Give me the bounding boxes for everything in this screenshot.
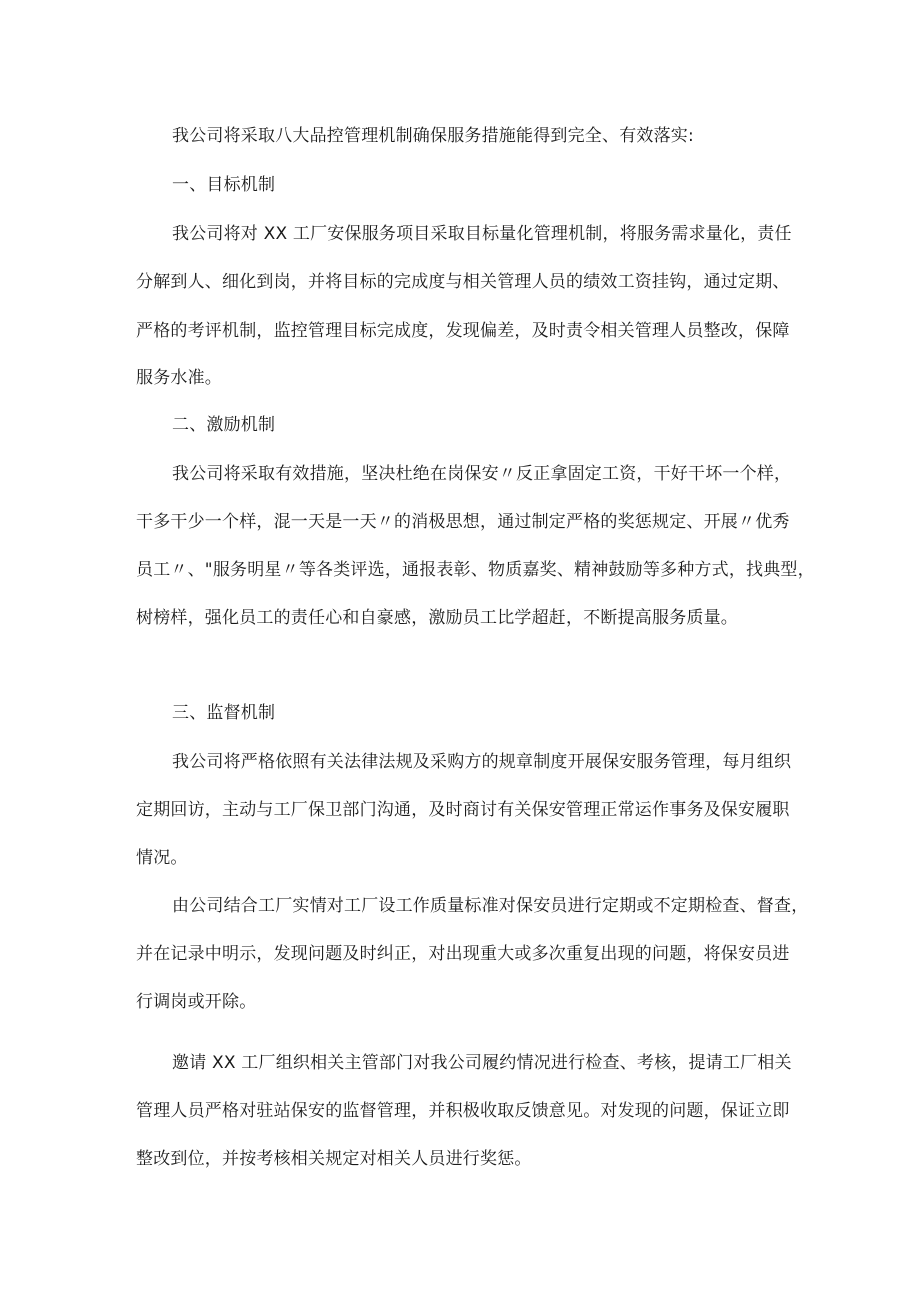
section1-line-4: 服务水准。 (136, 368, 222, 388)
section3-para3-line-2: 管理人员严格对驻站保安的监督管理，并积极收取反馈意见。对发现的问题，保证立即 (136, 1101, 790, 1121)
section-heading-incentive: 二、激励机制 (172, 415, 276, 435)
section2-line-1: 我公司将采取有效措施，坚决杜绝在岗保安〃反正拿固定工资，干好干坏一个样， (172, 464, 792, 484)
section3-para2-line-1: 由公司结合工厂实情对工厂设工作质量标准对保安员进行定期或不定期检查、督查， (172, 896, 809, 916)
section3-para2-line-2: 并在记录中明示，发现问题及时纠正，对出现重大或多次重复出现的问题，将保安员进 (136, 944, 790, 964)
section1-line-3: 严格的考评机制，监控管理目标完成度，发现偏差，及时责令相关管理人员整改，保障 (136, 321, 790, 341)
section2-line-4: 树榜样，强化员工的责任心和自豪感，激励员工比学超赶，不断提高服务质量。 (136, 608, 738, 628)
section3-para3-line-3: 整改到位，并按考核相关规定对相关人员进行奖惩。 (136, 1149, 532, 1169)
section2-line-2: 干多干少一个样，混一天是一天〃的消极思想，通过制定严格的奖惩规定、开展〃优秀 (136, 512, 790, 532)
section1-line-2: 分解到人、细化到岗，并将目标的完成度与相关管理人员的绩效工资挂钩，通过定期、 (136, 272, 790, 292)
section2-line-3: 员工〃、"服务明星〃等各类评选，通报表彰、物质嘉奖、精神鼓励等多种方式，找典型， (136, 560, 815, 580)
section1-line-1: 我公司将对 XX 工厂安保服务项目采取目标量化管理机制，将服务需求量化，责任 (172, 224, 792, 244)
section-heading-target: 一、目标机制 (172, 175, 276, 195)
section3-para2-line-3: 行调岗或开除。 (136, 992, 257, 1012)
intro-paragraph: 我公司将采取八大品控管理机制确保服务措施能得到完全、有效落实: (172, 126, 694, 146)
section3-para3-line-1: 邀请 XX 工厂组织相关主管部门对我公司履约情况进行检查、考核，提请工厂相关 (172, 1053, 792, 1073)
section3-para1-line-2: 定期回访，主动与工厂保卫部门沟通，及时商讨有关保安管理正常运作事务及保安履职 (136, 800, 790, 820)
section3-para1-line-1: 我公司将严格依照有关法律法规及采购方的规章制度开展保安服务管理，每月组织 (172, 752, 792, 772)
section-heading-supervision: 三、监督机制 (172, 703, 276, 723)
section3-para1-line-3: 情况。 (136, 848, 188, 868)
